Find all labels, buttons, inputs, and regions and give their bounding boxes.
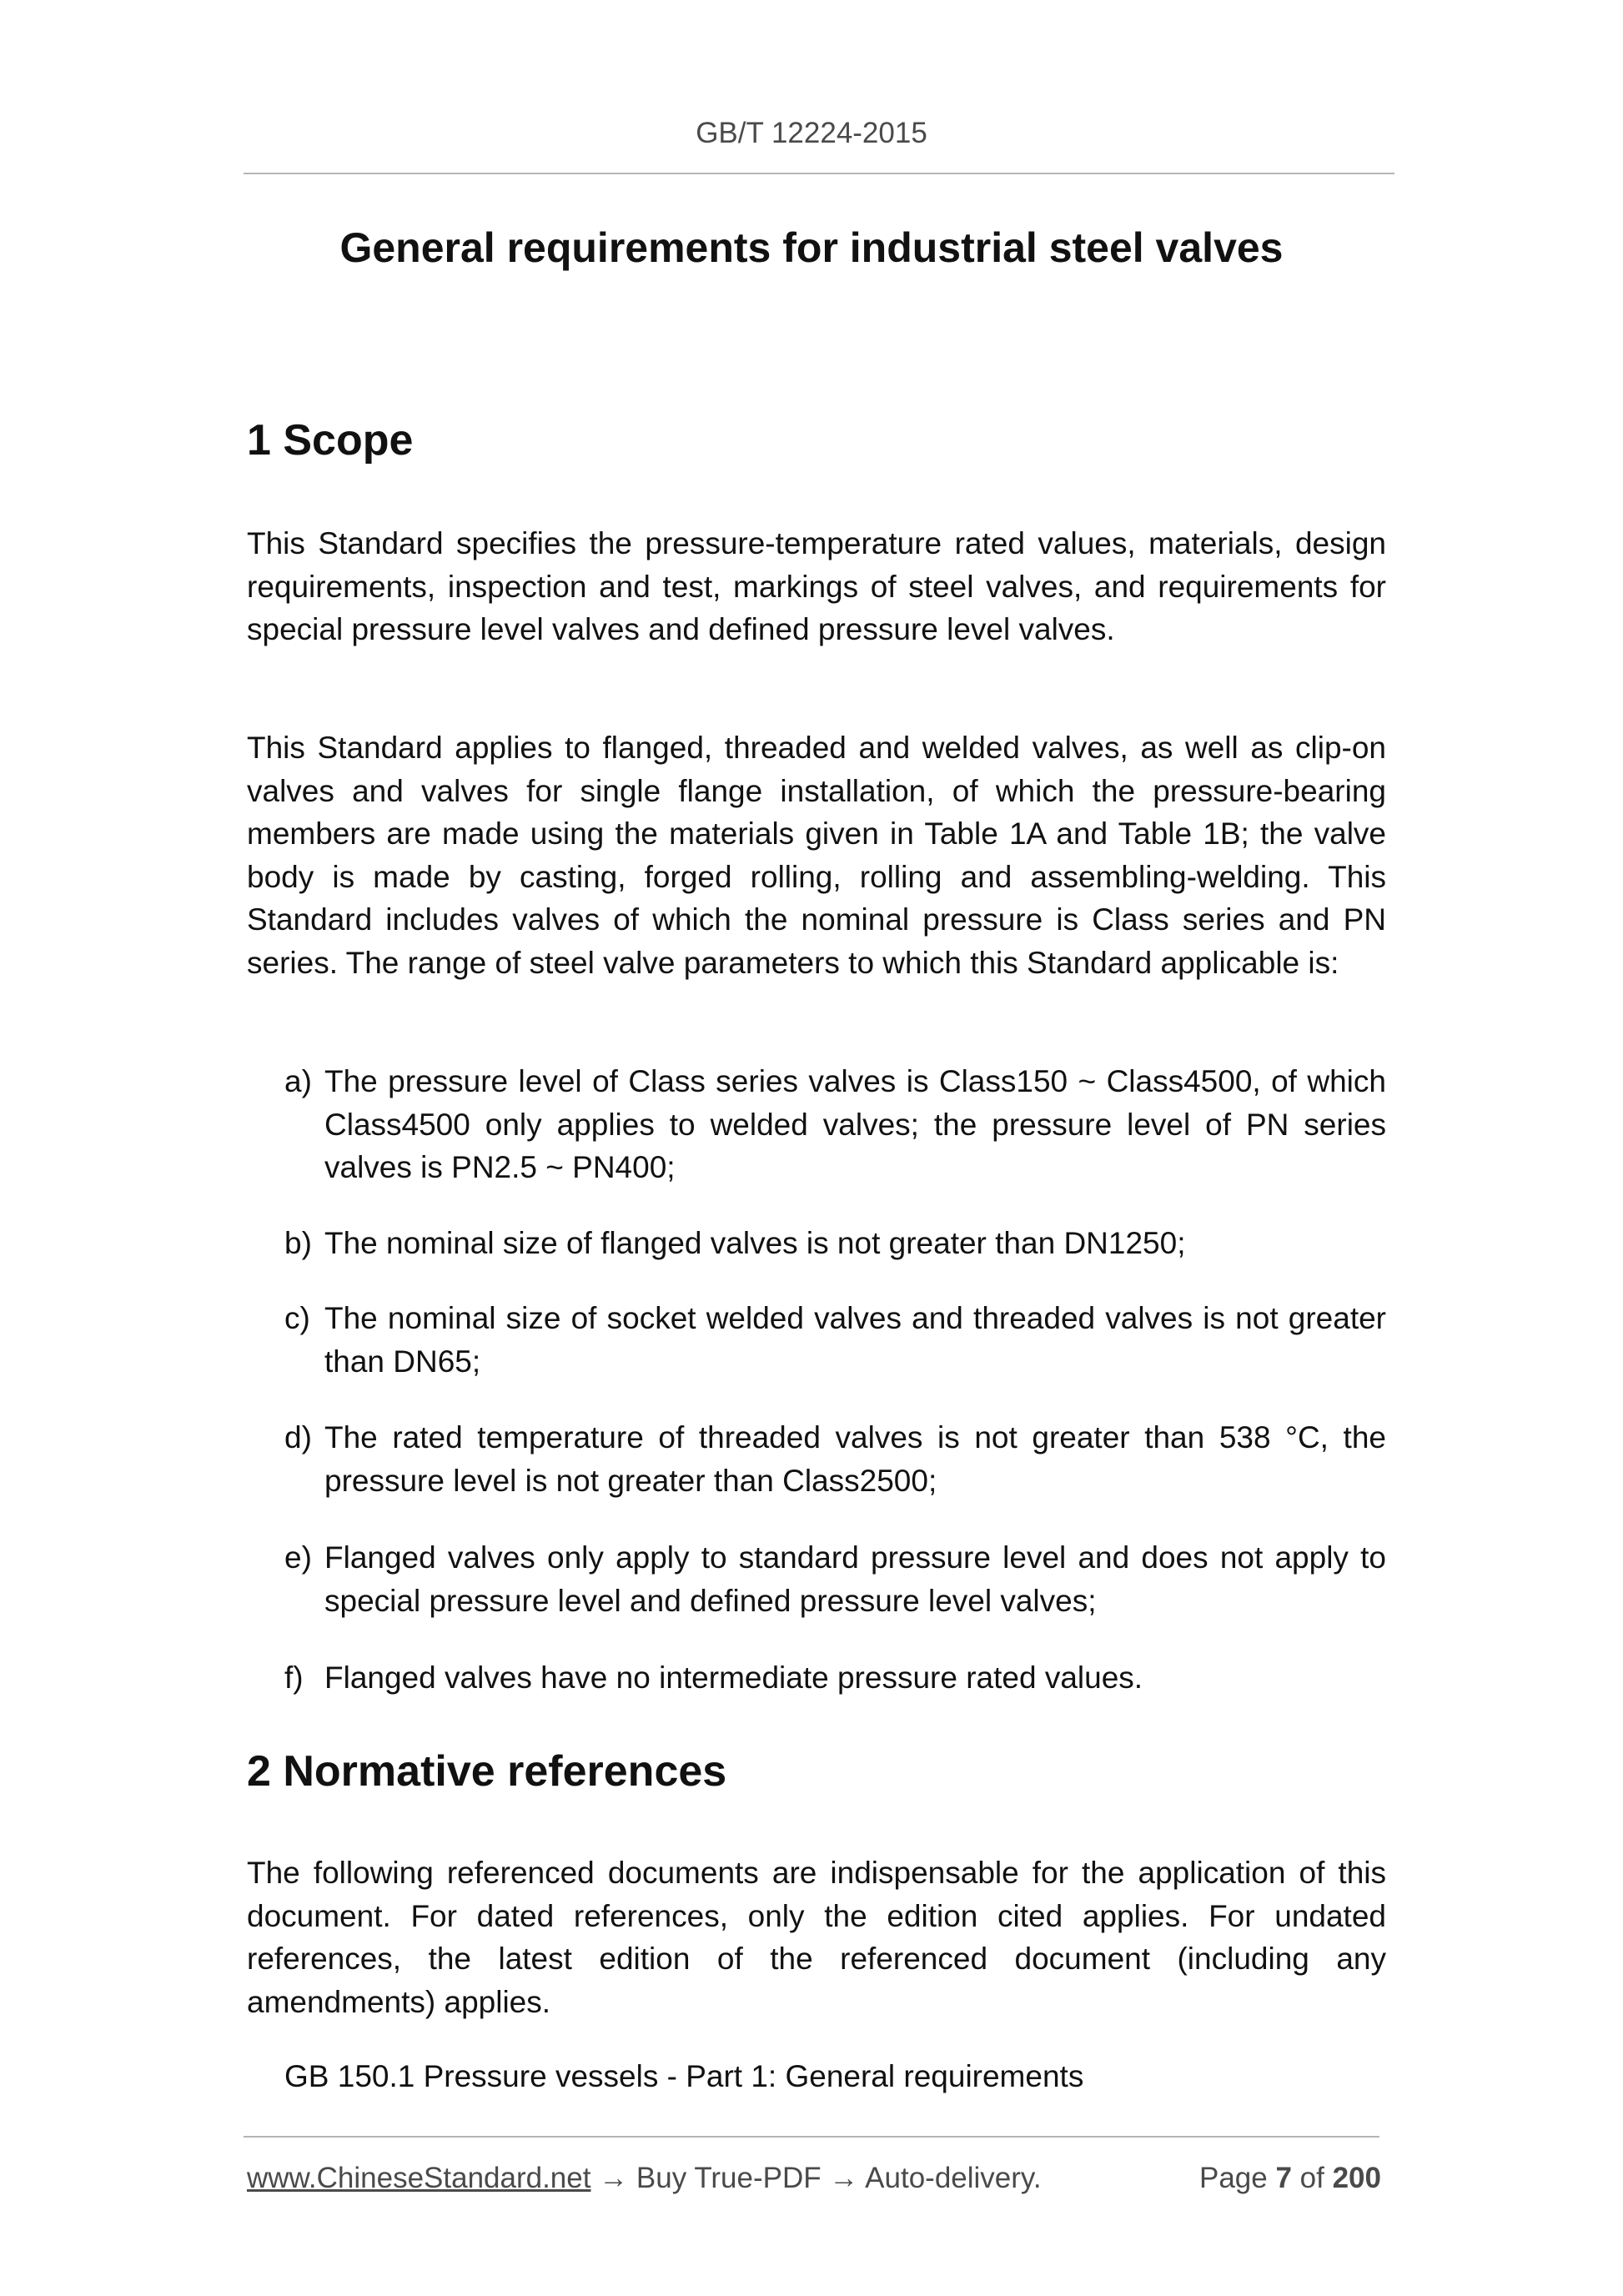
footer-divider xyxy=(244,2136,1379,2138)
page-header: GB/T 12224-2015 xyxy=(696,117,927,149)
list-item-text: The nominal size of flanged valves is not greater than DN1250; xyxy=(324,1226,1186,1260)
list-item xyxy=(284,1536,1386,1622)
list-marker: a) xyxy=(284,1064,312,1098)
normative-references-paragraph: The following referenced documents are indispensable for the application of this document. For dated references, only the edition cited applies. For undated references, the latest edition of the referenced document (including any amendments) applies. xyxy=(247,1856,1386,2019)
page-label: Page xyxy=(1198,2162,1268,2194)
list-marker: e) xyxy=(284,1540,312,1575)
list-item xyxy=(284,1656,1386,1700)
page-indicator xyxy=(1199,2162,1381,2195)
list-marker: d) xyxy=(284,1420,312,1454)
list-item-text: The rated temperature of threaded valves is not greater than 538 °C, the pressure level is not greater than Class2500; xyxy=(324,1420,1386,1498)
scope-paragraph-1: This Standard specifies the pressure-temperature rated values, materials, design requirements, inspection and test, markings of steel valves, and requirements for special pressure level valves and defined pressure level valves. xyxy=(247,526,1386,646)
reference-item: GB 150.1 Pressure vessels - Part 1: General requirements xyxy=(284,2059,1084,2093)
section-heading-normative-references: 2 Normative references xyxy=(247,1747,727,1796)
list-item xyxy=(284,1416,1386,1502)
list-marker: b) xyxy=(284,1226,312,1260)
list-marker: f) xyxy=(284,1660,304,1695)
list-item xyxy=(284,1222,1386,1265)
footer-promo xyxy=(247,2162,1042,2195)
of-label: of xyxy=(1299,2162,1324,2194)
list-item-text: Flanged valves have no intermediate pressure rated values. xyxy=(324,1660,1143,1695)
list-item-text: Flanged valves only apply to standard pressure level and does not apply to special pressure level and defined pressure level valves; xyxy=(324,1540,1386,1618)
site-link[interactable]: www.ChineseStandard.net xyxy=(247,2162,591,2194)
footer-promo-text: → Buy True-PDF → Auto-delivery. xyxy=(590,2162,1042,2194)
list-item xyxy=(284,1060,1386,1189)
scope-paragraph-2: This Standard applies to flanged, threaded and welded valves, as well as clip-on valves and valves for single flange installation, of which the pressure-bearing members are made using the materials given in Table 1A and Table 1B; the valve body is made by casting, forged rolling, rolling and assembling-welding. This Standard includes valves of which the nominal pressure is Class series and PN series. The range of steel valve parameters to which this Standard applicable is: xyxy=(247,731,1386,980)
list-item-text: The nominal size of socket welded valves and threaded valves is not greater than DN65; xyxy=(324,1301,1386,1379)
list-marker: c) xyxy=(284,1301,310,1335)
document-title: General requirements for industrial steel valves xyxy=(339,224,1284,271)
page-footer xyxy=(247,2162,1381,2195)
list-item-text: The pressure level of Class series valves is Class150 ~ Class4500, of which Class4500 only applies to welded valves; the pressure level of PN series valves is PN2.5 ~ PN400; xyxy=(324,1064,1386,1184)
section-heading-scope: 1 Scope xyxy=(247,416,414,465)
header-divider xyxy=(244,173,1394,174)
total-pages: 200 xyxy=(1332,2162,1381,2194)
list-item xyxy=(284,1297,1386,1383)
page-number: 7 xyxy=(1275,2162,1292,2194)
